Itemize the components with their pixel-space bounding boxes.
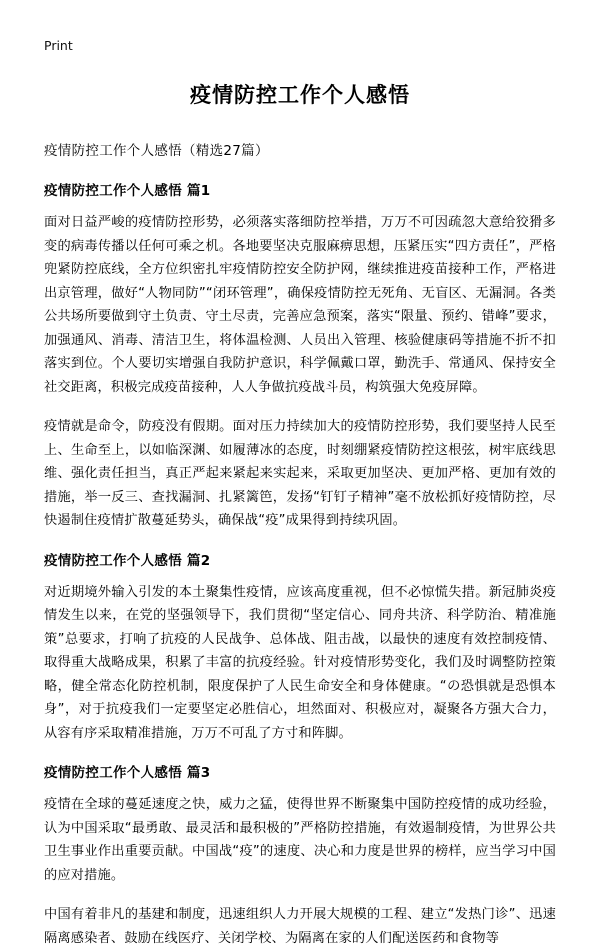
print-label[interactable]: Print: [44, 38, 73, 53]
page-title: 疫情防控工作个人感悟: [190, 83, 410, 107]
section-1: [44, 179, 556, 533]
section-heading-1: 疫情防控工作个人感悟 篇1: [44, 183, 211, 199]
paragraph: 面对日益严峻的疫情防控形势，必须落实落细防控举措，万万不可因疏忽大意给狡猾多变的病毒传播以任何可乘之机。各地要坚决克服麻痹思想，压紧压实“四方责任”，严格兜紧防控底线，全方位织密扎牢疫情防控安全防护网，继续推进疫苗接种工作，严格进出京管理，做好“人物同防”“闭环管理”，确保疫情防控无死角、无盲区、无漏洞。各类公共场所要做到守土负责、守土尽责，完善应急预案，落实“限量、预约、错峰”要求，加强通风、消毒、清洁卫生，将体温检测、人员出入管理、核验健康码等措施不折不扣落实到位。个人要切实增强自我防护意识，科学佩戴口罩，勤洗手、常通风、保持安全社交距离，积极完成疫苗接种，人人争做抗疫战斗员，构筑强大免疫屏障。: [44, 215, 556, 395]
section-3: [44, 761, 556, 950]
section-heading-3: 疫情防控工作个人感悟 篇3: [44, 765, 211, 781]
paragraph: 疫情就是命令，防疫没有假期。面对压力持续加大的疫情防控形势，我们要坚持人民至上、生命至上，以如临深渊、如履薄冰的态度，时刻绷紧疫情防控这根弦，树牢底线思维、强化责任担当，真正严起来紧起来实起来，采取更加坚决、更加严格、更加有效的措施，举一反三、查找漏洞、扎紧篱笆，发扬“钉钉子精神”毫不放松抓好疫情防控，尽快遏制住疫情扩散蔓延势头，确保战“疫”成果得到持续巩固。: [44, 419, 556, 528]
paragraph: 中国有着非凡的基建和制度，迅速组织人力开展大规模的工程、建立“发热门诊”、迅速隔离感染者、鼓励在线医疗、关闭学校、为隔离在家的人们配送医药和食物等: [44, 907, 556, 946]
document-subtitle: 疫情防控工作个人感悟（精选27篇）: [44, 143, 269, 159]
section-2: [44, 549, 556, 746]
paragraph: 对近期境外输入引发的本土聚集性疫情，应该高度重视，但不必惊慌失措。新冠肺炎疫情发生以来，在党的坚强领导下，我们贯彻“坚定信心、同舟共济、科学防治、精准施策”总要求，打响了抗疫的人民战争、总体战、阻击战，以最快的速度有效控制疫情、取得重大战略成果，积累了丰富的抗疫经验。针对疫情形势变化，我们及时调整防控策略，健全常态化防控机制，限度保护了人民生命安全和身体健康。“の恐惧就是恐惧本身”，对于抗疫我们一定要坚定必胜信心，坦然面对、积极应对，凝聚各方强大合力，从容有序采取精准措施，万万不可乱了方寸和阵脚。: [44, 584, 556, 741]
paragraph: 疫情在全球的蔓延速度之快，威力之猛，使得世界不断聚集中国防控疫情的成功经验，认为中国采取“最勇敢、最灵活和最积极的”严格防控措施，有效遏制疫情，为世界公共卫生事业作出重要贡献。中国战“疫”的速度、决心和力度是世界的榜样，应当学习中国的应对措施。: [44, 797, 556, 883]
section-heading-2: 疫情防控工作个人感悟 篇2: [44, 552, 211, 569]
